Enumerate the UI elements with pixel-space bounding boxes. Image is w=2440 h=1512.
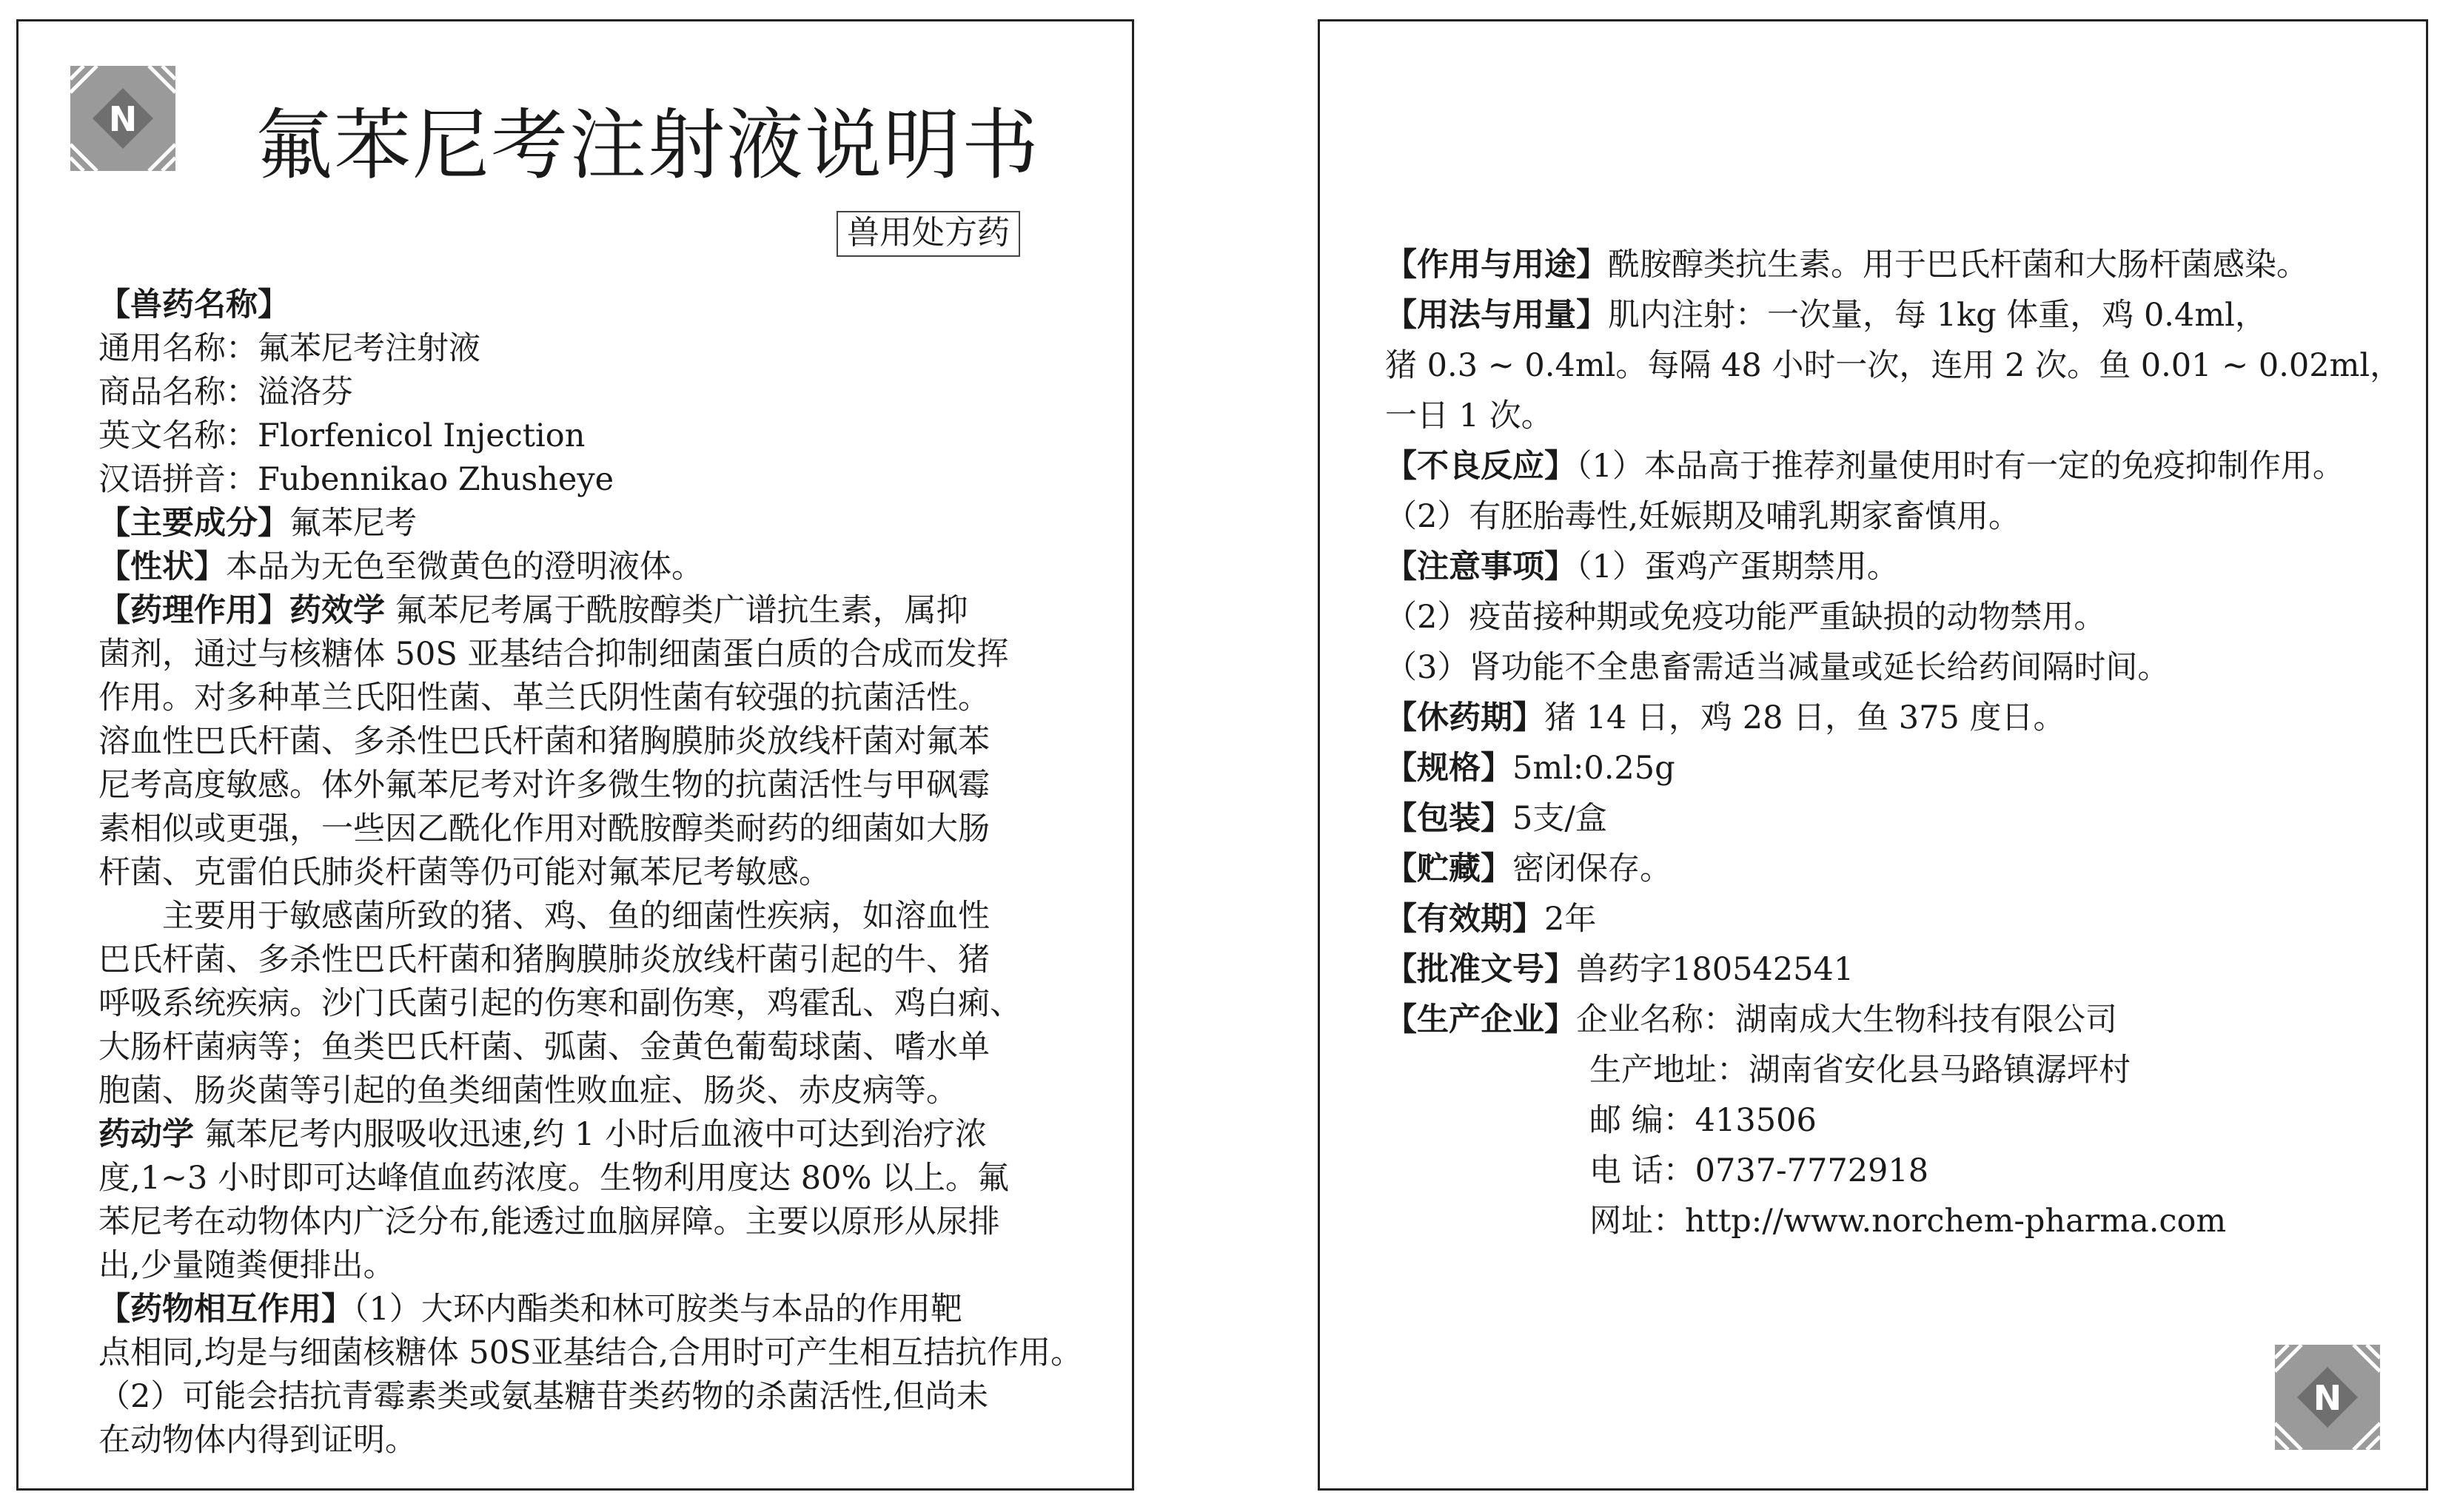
text-line [98, 1026, 1082, 1069]
text-line [98, 764, 1082, 807]
section-text: 英文名称：Florfenicol Injection [98, 417, 586, 454]
text-line [1385, 793, 2402, 844]
text-line [1385, 944, 2402, 995]
section-heading: 【批准文号】 [1385, 951, 1576, 988]
section-text: 猪 0.3 ~ 0.4ml。每隔 48 小时一次，连用 2 次。鱼 0.01 ~ 0.02ml， [1385, 347, 2402, 384]
company-logo-icon [70, 66, 175, 171]
text-line [1385, 1095, 2402, 1146]
section-text: （1）大环内酯类和林可胺类与本品的作用靶 [353, 1291, 962, 1328]
section-text: 氟苯尼考 [289, 505, 417, 542]
section-heading: 【注意事项】 [1385, 548, 1576, 585]
text-line [1385, 844, 2402, 894]
text-line [98, 589, 1082, 633]
text-line [98, 414, 1082, 458]
section-text: （1）本品高于推荐剂量使用时有一定的免疫抑制作用。 [1576, 448, 2345, 485]
text-line [98, 458, 1082, 502]
text-line [1385, 592, 2402, 642]
text-line [98, 1069, 1082, 1113]
section-text: 兽药字180542541 [1576, 951, 1854, 988]
section-heading: 药动学 [98, 1116, 194, 1153]
text-line [98, 1157, 1082, 1200]
right-content [1385, 240, 2402, 1246]
text-line [1385, 240, 2402, 290]
section-heading: 【性状】 [98, 548, 226, 585]
section-text: 杆菌、克雷伯氏肺炎杆菌等仍可能对氟苯尼考敏感。 [98, 854, 831, 891]
section-heading: 【用法与用量】 [1385, 297, 1608, 334]
section-text: 猪 14 日，鸡 28 日，鱼 375 度日。 [1544, 699, 2065, 736]
text-line [1385, 894, 2402, 944]
section-text: 溶血性巴氏杆菌、多杀性巴氏杆菌和猪胸膜肺炎放线杆菌对氟苯 [98, 723, 990, 760]
text-line [1385, 491, 2402, 542]
section-text: 酰胺醇类抗生素。用于巴氏杆菌和大肠杆菌感染。 [1608, 246, 2308, 283]
text-line [98, 1200, 1082, 1244]
section-text: 密闭保存。 [1512, 850, 1672, 887]
section-text: 作用。对多种革兰氏阳性菌、革兰氏阴性菌有较强的抗菌活性。 [98, 679, 990, 716]
section-text: 素相似或更强，一些因乙酰化作用对酰胺醇类耐药的细菌如大肠 [98, 810, 990, 847]
section-text: 巴氏杆菌、多杀性巴氏杆菌和猪胸膜肺炎放线杆菌引起的牛、猪 [98, 941, 990, 978]
svg-text:N: N [2313, 1378, 2342, 1418]
text-line [1385, 743, 2402, 793]
text-line [98, 1375, 1082, 1419]
section-text: 邮 编：413506 [1589, 1102, 1817, 1139]
text-line [98, 502, 1082, 545]
section-heading: 【贮藏】 [1385, 850, 1512, 887]
text-line [1385, 1196, 2402, 1246]
text-line [1385, 642, 2402, 693]
section-text: 菌剂，通过与核糖体 50S 亚基结合抑制细菌蛋白质的合成而发挥 [98, 636, 1009, 673]
text-line [98, 676, 1082, 720]
section-text: 苯尼考在动物体内广泛分布,能透过血脑屏障。主要以原形从尿排 [98, 1203, 1000, 1240]
text-line [98, 283, 1082, 327]
section-text: 度,1~3 小时即可达峰值血药浓度。生物利用度达 80% 以上。氟 [98, 1160, 1009, 1197]
section-text: 商品名称：溢洛芬 [98, 374, 353, 411]
document-title: 氟苯尼考注射液说明书 [255, 100, 1041, 190]
section-heading: 【作用与用途】 [1385, 246, 1608, 283]
text-line [98, 371, 1082, 414]
section-text: 企业名称：湖南成大生物科技有限公司 [1576, 1001, 2117, 1038]
section-text: （2）有胚胎毒性,妊娠期及哺乳期家畜慎用。 [1385, 498, 2021, 535]
text-line [1385, 340, 2402, 391]
text-line [98, 895, 1082, 938]
section-heading: 【药物相互作用】 [98, 1291, 353, 1328]
section-text: 点相同,均是与细菌核糖体 50S亚基结合,合用时可产生相互拮抗作用。 [98, 1334, 1083, 1371]
section-text: （3）肾功能不全患畜需适当减量或延长给药间隔时间。 [1385, 649, 2170, 686]
section-heading: 【包装】 [1385, 800, 1512, 837]
section-text: 呼吸系统疾病。沙门氏菌引起的伤寒和副伤寒，鸡霍乱、鸡白痢、 [98, 985, 1022, 1022]
text-line [1385, 542, 2402, 592]
section-text: 汉语拼音：Fubennikao Zhusheye [98, 461, 614, 498]
section-text: （1）蛋鸡产蛋期禁用。 [1576, 548, 1899, 585]
section-text: 尼考高度敏感。体外氟苯尼考对许多微生物的抗菌活性与甲砜霉 [98, 767, 990, 804]
section-heading: 【主要成分】 [98, 505, 289, 542]
section-text: （2）疫苗接种期或免疫功能严重缺损的动物禁用。 [1385, 599, 2106, 636]
section-text: 生产地址：湖南省安化县马路镇潺坪村 [1589, 1052, 2131, 1089]
section-text: 一日 1 次。 [1385, 397, 1553, 434]
text-line [98, 1288, 1082, 1331]
text-line [98, 1244, 1082, 1288]
text-line [98, 720, 1082, 764]
prescription-badge: 兽用处方药 [837, 211, 1020, 257]
text-line [98, 851, 1082, 895]
section-heading: 【兽药名称】 [98, 286, 289, 323]
text-line [1385, 1045, 2402, 1095]
text-line [1385, 995, 2402, 1045]
section-text: 通用名称：氟苯尼考注射液 [98, 330, 480, 367]
text-line [98, 1419, 1082, 1462]
section-text: 氟苯尼考属于酰胺醇类广谱抗生素，属抑 [385, 592, 968, 629]
text-line [98, 807, 1082, 851]
left-content [98, 283, 1082, 1462]
text-line [98, 1331, 1082, 1375]
section-text: 氟苯尼考内服吸收迅速,约 1 小时后血液中可达到治疗浓 [194, 1116, 988, 1153]
text-line [1385, 391, 2402, 441]
section-heading: 【药理作用】药效学 [98, 592, 385, 629]
text-line [98, 633, 1082, 676]
section-text: 5ml:0.25g [1512, 750, 1675, 787]
text-line [98, 1113, 1082, 1157]
text-line [98, 327, 1082, 371]
section-text: 5支/盒 [1512, 800, 1607, 837]
text-line [1385, 290, 2402, 340]
section-text: 出,少量随粪便排出。 [98, 1247, 395, 1284]
company-logo-icon [2275, 1345, 2380, 1450]
section-text: 本品为无色至微黄色的澄明液体。 [226, 548, 703, 585]
section-heading: 【生产企业】 [1385, 1001, 1576, 1038]
left-page [16, 19, 1134, 1491]
section-text: 大肠杆菌病等；鱼类巴氏杆菌、弧菌、金黄色葡萄球菌、嗜水单 [98, 1029, 990, 1066]
section-text: （2）可能会拮抗青霉素类或氨基糖苷类药物的杀菌活性,但尚未 [98, 1378, 989, 1415]
section-text: 网址：http://www.norchem-pharma.com [1589, 1203, 2227, 1240]
text-line [98, 982, 1082, 1026]
right-page [1318, 19, 2428, 1491]
text-line [1385, 441, 2402, 491]
svg-text:N: N [108, 99, 138, 139]
text-line [1385, 693, 2402, 743]
section-text: 主要用于敏感菌所致的猪、鸡、鱼的细菌性疾病，如溶血性 [162, 898, 990, 935]
section-heading: 【规格】 [1385, 750, 1512, 787]
section-text: 2年 [1544, 901, 1597, 938]
section-text: 胞菌、肠炎菌等引起的鱼类细菌性败血症、肠炎、赤皮病等。 [98, 1072, 958, 1109]
section-heading: 【休药期】 [1385, 699, 1544, 736]
section-heading: 【有效期】 [1385, 901, 1544, 938]
section-text: 肌内注射：一次量，每 1kg 体重，鸡 0.4ml， [1608, 297, 2267, 334]
text-line [98, 545, 1082, 589]
section-text: 在动物体内得到证明。 [98, 1422, 417, 1459]
text-line [1385, 1146, 2402, 1196]
section-text: 电 话：0737-7772918 [1589, 1152, 1929, 1189]
text-line [98, 938, 1082, 982]
section-heading: 【不良反应】 [1385, 448, 1576, 485]
